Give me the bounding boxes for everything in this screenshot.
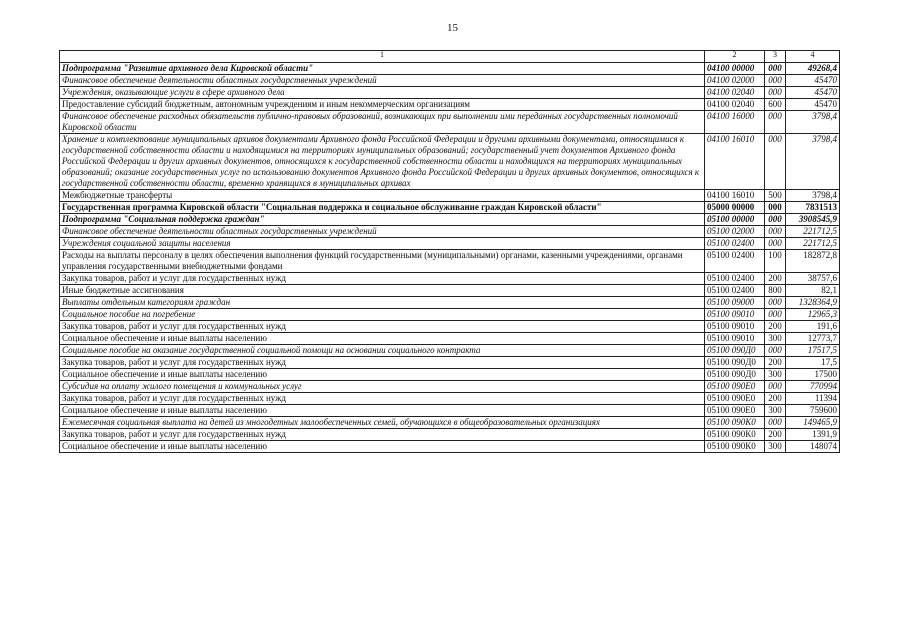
row-expense-type-cell: 300 — [765, 405, 786, 417]
row-code-cell: 05100 090К0 — [705, 441, 765, 453]
row-amount-cell: 770994 — [786, 381, 840, 393]
row-name-cell: Учреждения социальной защиты населения — [60, 238, 705, 250]
row-name-cell: Закупка товаров, работ и услуг для государственных нужд — [60, 429, 705, 441]
row-amount-cell: 3798,4 — [786, 134, 840, 190]
row-name-cell: Социальное пособие на погребение — [60, 309, 705, 321]
table-row — [60, 134, 840, 190]
row-code-cell: 05100 09010 — [705, 309, 765, 321]
row-amount-cell: 1391,9 — [786, 429, 840, 441]
table-row — [60, 273, 840, 285]
row-amount-cell: 221712,5 — [786, 238, 840, 250]
table-row — [60, 321, 840, 333]
row-code-cell: 05000 00000 — [705, 202, 765, 214]
table-row — [60, 441, 840, 453]
row-name-cell: Социальное обеспечение и иные выплаты населению — [60, 333, 705, 345]
row-expense-type-cell: 500 — [765, 190, 786, 202]
header-col-2: 2 — [705, 51, 765, 63]
table-row — [60, 405, 840, 417]
row-name-cell: Иные бюджетные ассигнования — [60, 285, 705, 297]
header-col-4: 4 — [786, 51, 840, 63]
row-code-cell: 05100 09010 — [705, 321, 765, 333]
row-expense-type-cell: 200 — [765, 321, 786, 333]
table-row — [60, 111, 840, 134]
row-code-cell: 04100 02000 — [705, 75, 765, 87]
row-expense-type-cell: 000 — [765, 238, 786, 250]
row-expense-type-cell: 200 — [765, 357, 786, 369]
row-expense-type-cell: 100 — [765, 250, 786, 273]
row-name-cell: Расходы на выплаты персоналу в целях обеспечения выполнения функций государственными (муниципальными) органами, казенными учреждениями, органами управления государственными внебюджетными фондами — [60, 250, 705, 273]
row-expense-type-cell: 000 — [765, 226, 786, 238]
row-name-cell: Финансовое обеспечение деятельности областных государственных учреждений — [60, 226, 705, 238]
row-name-cell: Подпрограмма "Социальная поддержка граждан" — [60, 214, 705, 226]
table-row — [60, 75, 840, 87]
table-row — [60, 238, 840, 250]
table-row — [60, 333, 840, 345]
row-amount-cell: 221712,5 — [786, 226, 840, 238]
row-expense-type-cell: 000 — [765, 417, 786, 429]
row-expense-type-cell: 000 — [765, 134, 786, 190]
page-number: 15 — [447, 22, 458, 34]
row-name-cell: Закупка товаров, работ и услуг для государственных нужд — [60, 273, 705, 285]
row-expense-type-cell: 000 — [765, 297, 786, 309]
row-name-cell: Предоставление субсидий бюджетным, автономным учреждениям и иным некоммерческим организациям — [60, 99, 705, 111]
table-row — [60, 63, 840, 75]
row-amount-cell: 3798,4 — [786, 190, 840, 202]
row-amount-cell: 759600 — [786, 405, 840, 417]
row-code-cell: 05100 02400 — [705, 273, 765, 285]
row-code-cell: 05100 090Е0 — [705, 393, 765, 405]
row-expense-type-cell: 300 — [765, 333, 786, 345]
row-name-cell: Хранение и комплектование муниципальных архивов документами Архивного фонда Российской Федерации и другими архивными документами, относящимися к государственной собственности области и находящимися на территориях муниципальных образований; государственный учет документов Архивного фонда Российской Федерации и других архивных документов, относящихся к государственной собственности области и находящихся на территориях муниципальных образований; оказание государственных услуг по использованию документов Архивного фонда Российской Федерации и других архивных документов, относящихся к государственной собственности области, временно хранящихся в муниципальных архивах — [60, 134, 705, 190]
header-col-1: 1 — [60, 51, 705, 63]
row-code-cell: 04100 16000 — [705, 111, 765, 134]
table-row — [60, 87, 840, 99]
header-col-3: 3 — [765, 51, 786, 63]
row-amount-cell: 12773,7 — [786, 333, 840, 345]
budget-table — [59, 50, 840, 453]
row-code-cell: 05100 02400 — [705, 285, 765, 297]
table-row — [60, 369, 840, 381]
row-code-cell: 05100 090Д0 — [705, 369, 765, 381]
row-amount-cell: 7831513 — [786, 202, 840, 214]
row-name-cell: Финансовое обеспечение расходных обязательств публично-правовых образований, возникающих при выполнении ими переданных государственных полномочий Кировской области — [60, 111, 705, 134]
table-row — [60, 381, 840, 393]
row-code-cell: 04100 16010 — [705, 190, 765, 202]
row-name-cell: Субсидия на оплату жилого помещения и коммунальных услуг — [60, 381, 705, 393]
table-row — [60, 99, 840, 111]
row-amount-cell: 3798,4 — [786, 111, 840, 134]
row-name-cell: Учреждения, оказывающие услуги в сфере архивного дела — [60, 87, 705, 99]
row-expense-type-cell: 000 — [765, 202, 786, 214]
row-amount-cell: 17,5 — [786, 357, 840, 369]
row-code-cell: 04100 02040 — [705, 99, 765, 111]
table-row — [60, 190, 840, 202]
row-amount-cell: 148074 — [786, 441, 840, 453]
row-expense-type-cell: 000 — [765, 309, 786, 321]
row-amount-cell: 38757,6 — [786, 273, 840, 285]
table-row — [60, 250, 840, 273]
row-expense-type-cell: 000 — [765, 381, 786, 393]
row-code-cell: 05100 02400 — [705, 250, 765, 273]
row-code-cell: 05100 090К0 — [705, 429, 765, 441]
table-header-row — [60, 51, 840, 63]
row-code-cell: 05100 02000 — [705, 226, 765, 238]
row-amount-cell: 82,1 — [786, 285, 840, 297]
row-expense-type-cell: 000 — [765, 75, 786, 87]
table-row — [60, 309, 840, 321]
row-expense-type-cell: 200 — [765, 273, 786, 285]
row-expense-type-cell: 300 — [765, 441, 786, 453]
row-name-cell: Социальное обеспечение и иные выплаты населению — [60, 369, 705, 381]
row-code-cell: 05100 090Д0 — [705, 345, 765, 357]
row-expense-type-cell: 300 — [765, 369, 786, 381]
row-code-cell: 05100 090К0 — [705, 417, 765, 429]
row-name-cell: Финансовое обеспечение деятельности областных государственных учреждений — [60, 75, 705, 87]
row-expense-type-cell: 000 — [765, 111, 786, 134]
table-row — [60, 297, 840, 309]
row-code-cell: 05100 090Е0 — [705, 381, 765, 393]
table-row — [60, 345, 840, 357]
table-row — [60, 214, 840, 226]
table-row — [60, 202, 840, 214]
row-amount-cell: 1328364,9 — [786, 297, 840, 309]
row-name-cell: Закупка товаров, работ и услуг для государственных нужд — [60, 393, 705, 405]
row-code-cell: 05100 02400 — [705, 238, 765, 250]
row-code-cell: 05100 09010 — [705, 333, 765, 345]
row-name-cell: Закупка товаров, работ и услуг для государственных нужд — [60, 357, 705, 369]
row-name-cell: Подпрограмма "Развитие архивного дела Кировской области" — [60, 63, 705, 75]
row-code-cell: 05100 00000 — [705, 214, 765, 226]
row-code-cell: 05100 09000 — [705, 297, 765, 309]
row-code-cell: 05100 090Е0 — [705, 405, 765, 417]
row-name-cell: Социальное обеспечение и иные выплаты населению — [60, 405, 705, 417]
table-row — [60, 429, 840, 441]
row-amount-cell: 45470 — [786, 99, 840, 111]
row-name-cell: Государственная программа Кировской области "Социальная поддержка и социальное обслуживание граждан Кировской области" — [60, 202, 705, 214]
row-name-cell: Ежемесячная социальная выплата на детей из многодетных малообеспеченных семей, обучающихся в общеобразовательных организациях — [60, 417, 705, 429]
row-code-cell: 05100 090Д0 — [705, 357, 765, 369]
budget-table-body — [60, 51, 840, 453]
row-amount-cell: 17517,5 — [786, 345, 840, 357]
row-name-cell: Социальное пособие на оказание государственной социальной помощи на основании социального контракта — [60, 345, 705, 357]
table-row — [60, 417, 840, 429]
row-expense-type-cell: 800 — [765, 285, 786, 297]
row-amount-cell: 12965,3 — [786, 309, 840, 321]
row-expense-type-cell: 000 — [765, 345, 786, 357]
row-name-cell: Закупка товаров, работ и услуг для государственных нужд — [60, 321, 705, 333]
row-expense-type-cell: 000 — [765, 87, 786, 99]
row-amount-cell: 3908545,9 — [786, 214, 840, 226]
row-amount-cell: 49268,4 — [786, 63, 840, 75]
row-name-cell: Межбюджетные трансферты — [60, 190, 705, 202]
row-expense-type-cell: 200 — [765, 429, 786, 441]
table-row — [60, 357, 840, 369]
row-amount-cell: 11394 — [786, 393, 840, 405]
row-amount-cell: 191,6 — [786, 321, 840, 333]
row-expense-type-cell: 000 — [765, 63, 786, 75]
table-row — [60, 393, 840, 405]
row-code-cell: 04100 02040 — [705, 87, 765, 99]
row-expense-type-cell: 000 — [765, 214, 786, 226]
row-amount-cell: 45470 — [786, 75, 840, 87]
table-row — [60, 285, 840, 297]
row-name-cell: Выплаты отдельным категориям граждан — [60, 297, 705, 309]
row-code-cell: 04100 00000 — [705, 63, 765, 75]
row-expense-type-cell: 600 — [765, 99, 786, 111]
row-expense-type-cell: 200 — [765, 393, 786, 405]
table-row — [60, 226, 840, 238]
row-amount-cell: 149465,9 — [786, 417, 840, 429]
row-amount-cell: 45470 — [786, 87, 840, 99]
row-amount-cell: 17500 — [786, 369, 840, 381]
row-amount-cell: 182872,8 — [786, 250, 840, 273]
row-name-cell: Социальное обеспечение и иные выплаты населению — [60, 441, 705, 453]
row-code-cell: 04100 16010 — [705, 134, 765, 190]
